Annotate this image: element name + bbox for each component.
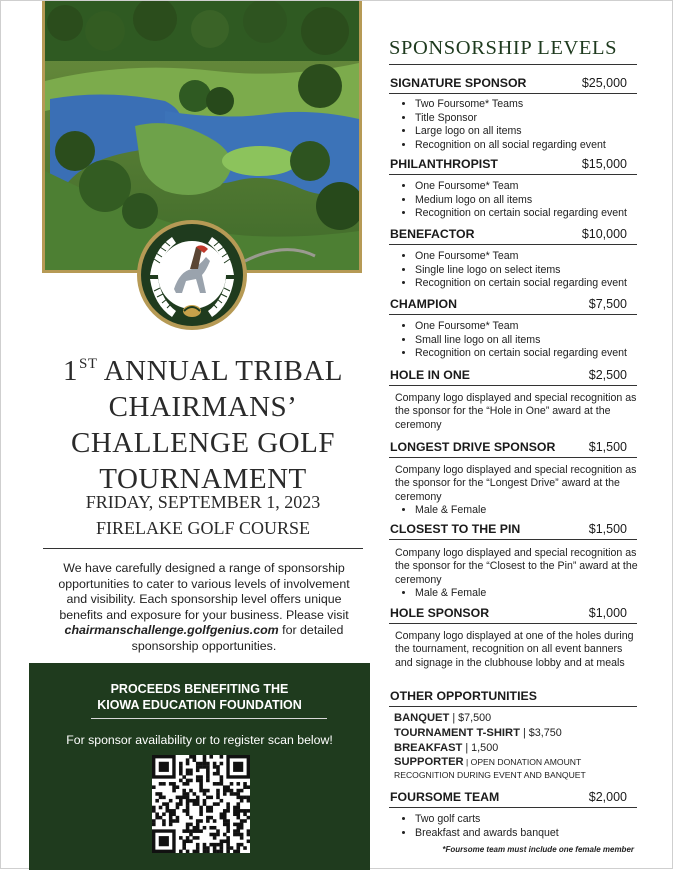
divider — [91, 718, 327, 719]
other-opportunities-list — [394, 711, 586, 782]
divider — [389, 807, 637, 808]
divider — [389, 314, 637, 315]
level-foursome-team: FOURSOME TEAM $2,000 — [390, 790, 627, 804]
divider — [389, 174, 637, 175]
divider — [389, 385, 637, 386]
banquet-item: BANQUET | $7,500 — [394, 712, 492, 724]
breakfast-item: BREAKFAST | 1,500 — [394, 742, 499, 754]
website-link[interactable]: chairmanschallenge.golfgenius.com — [64, 623, 279, 638]
supporter-item: SUPPORTER | OPEN DONATION AMOUNT RECOGNITION DURING EVENT AND BANQUET — [394, 756, 586, 780]
longest-drive-benefits: • Male & Female — [399, 504, 486, 518]
divider — [389, 93, 637, 94]
closest-pin-benefits: • Male & Female — [399, 587, 486, 601]
level-hole-in-one: HOLE IN ONE $2,500 — [390, 368, 627, 382]
intro-paragraph: We have carefully designed a range of sponsorship opportunities to cater to various levels of involvement and visibility. Each sponsorship level offers unique benefits and exposure for your business. Please visit chairmanschallenge.golfgenius.com for detailed sponsorship opportunities. — [58, 561, 350, 653]
level-hole-sponsor: HOLE SPONSOR $1,000 — [390, 606, 627, 620]
level-benefactor: BENEFACTOR $10,000 — [390, 227, 627, 241]
level-champion: CHAMPION $7,500 — [390, 297, 627, 311]
proceeds-heading: PROCEEDS BENEFITING THE KIOWA EDUCATION FOUNDATION — [97, 682, 302, 712]
tshirt-item: TOURNAMENT T-SHIRT | $3,750 — [394, 727, 562, 739]
divider — [389, 539, 637, 540]
event-date-venue — [43, 489, 363, 541]
divider — [389, 64, 637, 65]
tribal-seal-logo — [136, 219, 248, 331]
divider — [389, 623, 637, 624]
proceeds-panel — [29, 663, 370, 870]
level-philanthropist: PHILANTHROPIST $15,000 — [390, 157, 627, 171]
hole-sponsor-description: Company logo displayed at one of the holes during the tournament, recognition on all event banners and signage in the clubhouse lobby and at meals — [395, 630, 634, 669]
benefactor-benefits: • One Foursome* Team • Single line logo on select items • Recognition on certain social regarding event — [399, 250, 627, 291]
signature-benefits: • Two Foursome* Teams • Title Sponsor • Large logo on all items • Recognition on all social regarding event — [399, 98, 606, 152]
other-opportunities-heading: OTHER OPPORTUNITIES — [390, 689, 537, 703]
foursome-benefits: • Two golf carts • Breakfast and awards banquet — [399, 813, 559, 840]
divider — [389, 244, 637, 245]
champion-benefits: • One Foursome* Team • Small line logo on all items • Recognition on certain social regarding event — [399, 320, 627, 361]
level-longest-drive: LONGEST DRIVE SPONSOR $1,500 — [390, 440, 627, 454]
event-title: 1ST ANNUAL TRIBAL CHAIRMANS’ CHALLENGE GOLF TOURNAMENT — [63, 355, 343, 495]
qr-code[interactable] — [152, 755, 250, 853]
divider — [389, 457, 637, 458]
event-venue: FIRELAKE GOLF COURSE — [95, 518, 310, 538]
closest-pin-description: Company logo displayed and special recognition as the sponsor for the “Closest to the Pin” award at the ceremony — [395, 547, 638, 586]
level-signature: SIGNATURE SPONSOR $25,000 — [390, 76, 627, 90]
event-date: FRIDAY, SEPTEMBER 1, 2023 — [85, 492, 321, 512]
divider — [43, 548, 363, 549]
sponsorship-levels-heading: SPONSORSHIP LEVELS — [389, 37, 618, 59]
level-closest-to-pin: CLOSEST TO THE PIN $1,500 — [390, 522, 627, 536]
scan-instruction: For sponsor availability or to register scan below! — [66, 733, 333, 747]
longest-drive-description: Company logo displayed and special recognition as the sponsor for the “Longest Drive” award at the ceremony — [395, 464, 637, 503]
divider — [389, 706, 637, 707]
foursome-footnote: *Foursome team must include one female member — [442, 845, 634, 854]
philanthropist-benefits: • One Foursome* Team • Medium logo on all items • Recognition on certain social regarding event — [399, 180, 627, 221]
hole-in-one-description: Company logo displayed and special recognition as the sponsor for the “Hole in One” award at the ceremony — [395, 392, 637, 431]
